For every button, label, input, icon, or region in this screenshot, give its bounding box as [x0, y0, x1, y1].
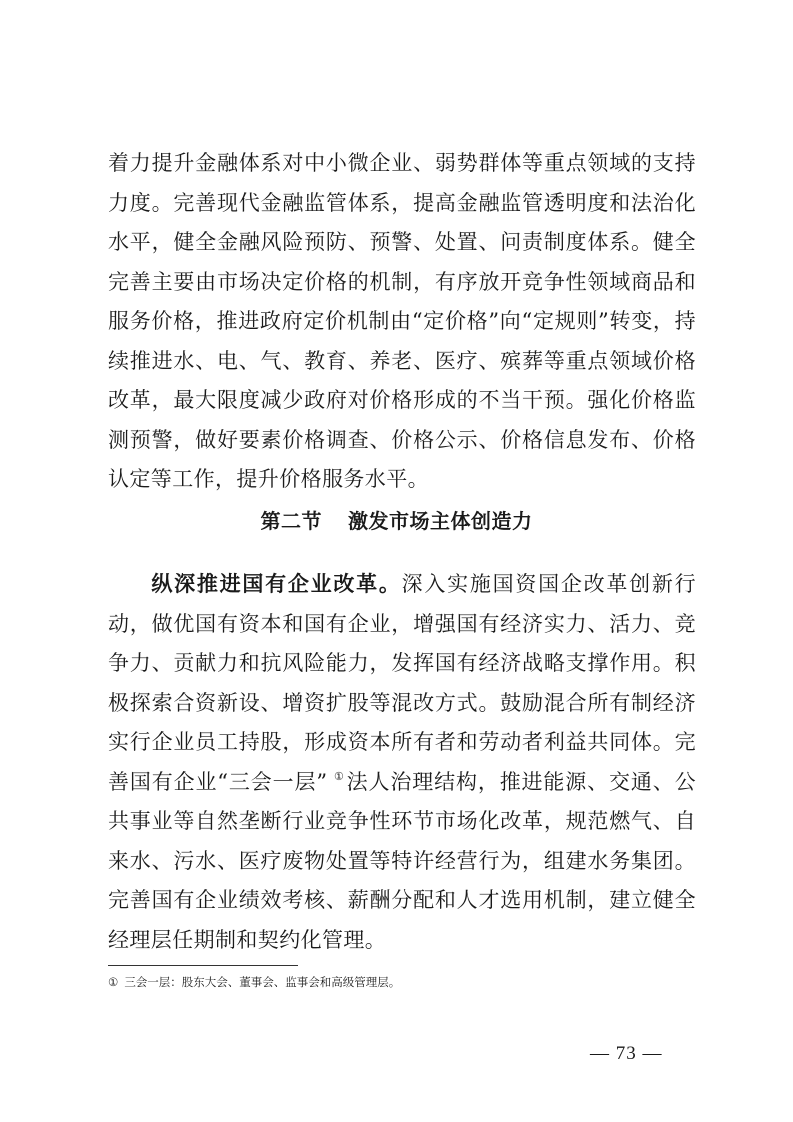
section-heading	[0, 505, 793, 534]
body-paragraph-1: 着力提升金融体系对中小微企业、弱势群体等重点领域的支持力度。完善现代金融监管体系，提高金融监管透明度和法治化水平，健全金融风险预防、预警、处置、问责制度体系。健全完善主要由市场决定价格的机制，有序放开竞争性领域商品和服务价格，推进政府定价机制由“定价格”向“定规则”转变，持续推进水、电、气、教育、养老、医疗、殡葬等重点领域价格改革，最大限度减少政府对价格形成的不当干预。强化价格监测预警，做好要素价格调查、价格公示、价格信息发布、价格认定等工作，提升价格服务水平。	[108, 151, 696, 491]
footnote-text: 三会一层：股东大会、董事会、监事会和高级管理层。	[124, 975, 401, 989]
paragraph-text-before-note: 深入实施国资国企改革创新行动，做优国有资本和国有企业，增强国有经济实力、活力、竞争力、贡献力和抗风险能力，发挥国有经济战略支撑作用。积极探索合资新设、增资扩股等混改方式。鼓励混合所有制经济实行企业员工持股，形成资本所有者和劳动者利益共同体。完善国有企业“三会一层”	[108, 572, 697, 794]
paragraph-text-after-note: 法人治理结构，推进能源、交通、公共事业等自然垄断行业竞争性环节市场化改革，规范燃气、自来水、污水、医疗废物处置等特许经营行为，组建水务集团。完善国有企业绩效考核、薪酬分配和人才选用机制，建立健全经理层任期制和契约化管理。	[108, 769, 696, 952]
page-number: — 73 —	[590, 1043, 663, 1064]
paragraph-lead-heading: 纵深推进国有企业改革。	[150, 571, 402, 596]
footnote	[108, 974, 400, 990]
body-paragraph-2	[108, 564, 696, 960]
footnote-mark: ①	[108, 975, 119, 989]
footnote-reference[interactable]: ①	[333, 769, 345, 783]
footnote-divider	[108, 965, 298, 966]
section-title: 激发市场主体创造力	[348, 509, 533, 533]
section-number: 第二节	[260, 509, 322, 533]
